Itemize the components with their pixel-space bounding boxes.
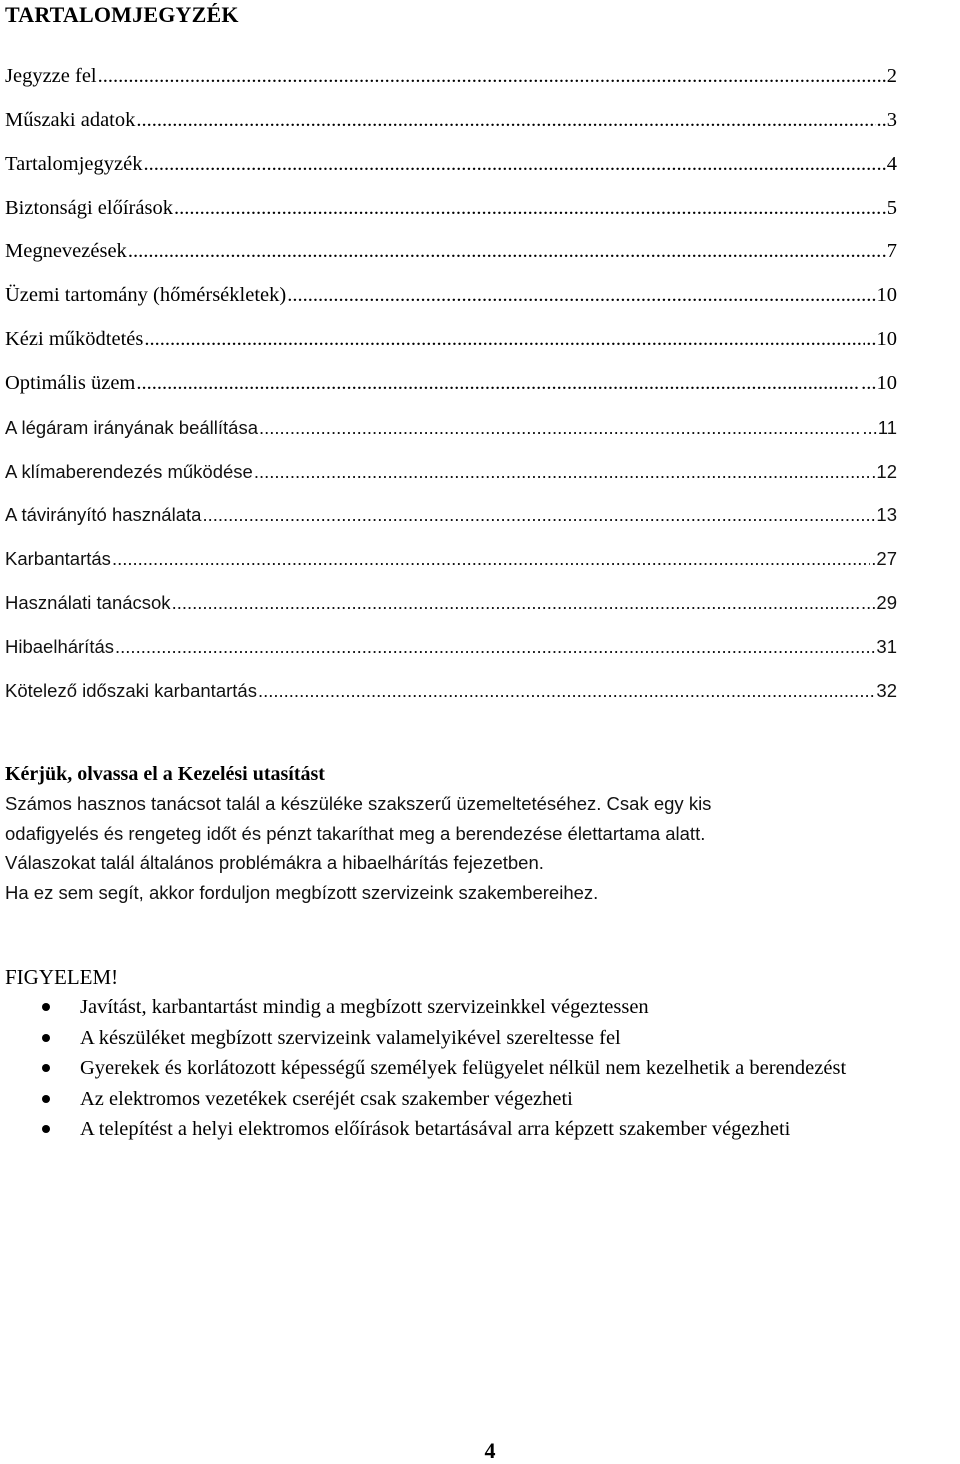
warning-item	[5, 1114, 960, 1145]
table-of-contents	[5, 60, 897, 718]
toc-entry-label: A klímaberendezés működése	[5, 460, 253, 482]
toc-entry-hasznalati-tanacsok	[5, 586, 897, 630]
toc-entry-page: 32	[876, 679, 897, 701]
toc-entry-page: ..3	[876, 108, 897, 131]
toc-leader	[254, 455, 870, 488]
toc-entry-label: Kézi működtetés	[5, 328, 144, 351]
toc-entry-label: Megnevezések	[5, 240, 127, 263]
toc-leader	[172, 586, 860, 619]
toc-entry-page: .27	[871, 548, 897, 570]
toc-leader	[144, 323, 865, 356]
toc-entry-muszaki-adatok	[5, 104, 897, 148]
warning-item	[5, 1023, 960, 1054]
toc-leader	[258, 674, 875, 707]
toc-entry-kezi-mukodtetes	[5, 323, 897, 367]
toc-entry-label: Tartalomjegyzék	[5, 152, 143, 175]
warning-item	[5, 1053, 960, 1084]
toc-entry-page: ...11	[862, 416, 897, 438]
warning-section	[5, 962, 960, 1145]
toc-entry-page: 13	[876, 504, 897, 526]
toc-entry-label: A távirányító használata	[5, 504, 202, 526]
toc-entry-page: ...29	[861, 592, 897, 614]
bullet-icon	[42, 1125, 50, 1133]
toc-leader	[128, 235, 881, 268]
page-number: 4	[484, 1438, 496, 1463]
warning-item	[5, 1084, 960, 1115]
bullet-icon	[42, 1003, 50, 1011]
toc-entry-label: Jegyzze fel	[5, 65, 97, 87]
toc-entry-tartalomjegyzek	[5, 148, 897, 192]
toc-entry-page: 31	[876, 635, 897, 657]
notice-line: odafigyelés és rengeteg időt és pénzt takaríthat meg a berendezése élettartama alatt.	[5, 822, 706, 844]
toc-entry-page: .5	[881, 196, 897, 219]
toc-entry-page: .2	[881, 65, 897, 87]
toc-leader	[287, 279, 845, 312]
toc-entry-page: ...10	[861, 371, 897, 394]
reading-notice	[5, 760, 925, 907]
warning-item-text: Gyerekek és korlátozott képességű személyek felügyelet nélkül nem kezelhetik a berendezést	[80, 1057, 847, 1079]
toc-entry-taviranyito	[5, 498, 897, 542]
toc-entry-page: .12	[871, 460, 897, 482]
warning-list	[5, 992, 960, 1145]
toc-entry-optimalis-uzem	[5, 367, 897, 411]
toc-entry-label: Hibaelhárítás	[5, 635, 115, 657]
toc-entry-hibaelharitas	[5, 630, 897, 674]
toc-entry-label: Üzemi tartomány (hőmérsékletek)	[5, 284, 287, 307]
toc-entry-megnevezesek	[5, 235, 897, 279]
warning-item-text: A készüléket megbízott szervizeink valamelyikével szereltesse fel	[80, 1026, 621, 1049]
toc-entry-klimaberendezes-mukodese	[5, 455, 897, 499]
warning-item-text: A telepítést a helyi elektromos előírások betartásával arra képzett szakember végezheti	[80, 1118, 791, 1140]
notice-line: Ha ez sem segít, akkor forduljon megbízott szervizeink szakembereihez.	[5, 881, 599, 903]
warning-item	[5, 992, 960, 1023]
notice-line: Számos hasznos tanácsot talál a készüléke szakszerű üzemeltetéséhez. Csak egy kis	[5, 793, 712, 814]
toc-leader	[174, 192, 881, 225]
toc-entry-label: Biztonsági előírások	[5, 196, 173, 219]
toc-entry-label: Használati tanácsok	[5, 592, 171, 614]
toc-entry-label: A légáram irányának beállítása	[5, 416, 258, 438]
bullet-icon	[42, 1064, 50, 1072]
toc-entry-label: Optimális üzem	[5, 371, 136, 394]
notice-line: Válaszokat talál általános problémákra a hibaelhárítás fejezetben.	[5, 852, 544, 873]
toc-leader	[259, 411, 861, 444]
toc-leader	[136, 367, 860, 400]
toc-leader	[202, 498, 875, 531]
warning-item-text: Javítást, karbantartást mindig a megbízott szervizeinkkel végeztessen	[80, 996, 649, 1018]
toc-entry-label: Kötelező időszaki karbantartás	[5, 679, 257, 701]
bullet-icon	[42, 1034, 50, 1042]
toc-leader	[98, 60, 881, 93]
toc-entry-legaram-iranya	[5, 411, 897, 455]
toc-entry-page: ..4	[876, 152, 897, 175]
warning-item-text: Az elektromos vezetékek cseréjét csak szakember végezheti	[80, 1087, 573, 1110]
toc-leader	[143, 148, 875, 181]
toc-entry-page: ......10	[845, 284, 897, 307]
toc-entry-karbantartas	[5, 542, 897, 586]
page-title: TARTALOMJEGYZÉK	[5, 2, 239, 27]
notice-heading: Kérjük, olvassa el a Kezelési utasítást	[5, 763, 325, 785]
toc-entry-page: ..10	[866, 328, 897, 351]
toc-entry-label: Műszaki adatok	[5, 108, 136, 131]
toc-entry-label: Karbantartás	[5, 548, 111, 570]
toc-leader	[112, 542, 870, 575]
toc-entry-uzemi-tartomany	[5, 279, 897, 323]
toc-entry-biztonsagi-eloirasok	[5, 192, 897, 236]
toc-entry-page: .7	[881, 240, 897, 263]
toc-entry-jegyzze-fel	[5, 60, 897, 104]
toc-entry-kotelezo-karbantartas	[5, 674, 897, 718]
bullet-icon	[42, 1095, 50, 1103]
toc-leader	[136, 104, 875, 137]
warning-title: FIGYELEM!	[5, 965, 119, 989]
toc-leader	[115, 630, 875, 663]
